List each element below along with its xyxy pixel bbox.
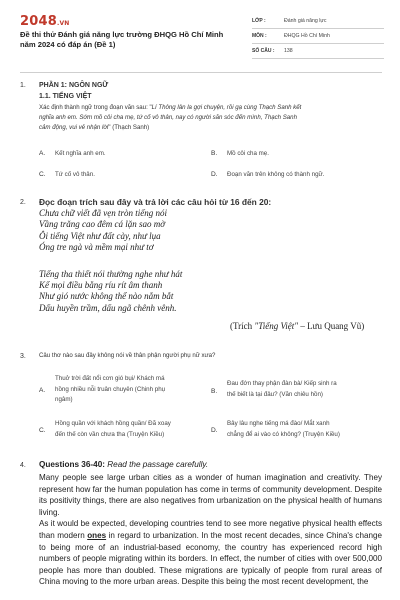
- question-number: 2.: [20, 199, 26, 206]
- header-divider: [20, 72, 382, 73]
- document-header: [0, 0, 400, 66]
- poem-line: Dấu huyền trầm, dấu ngã chênh vênh.: [39, 302, 177, 313]
- poem-line: Như gió nước không thể nào nắm bắt: [39, 291, 174, 302]
- passage-heading: Questions 36-40: Read the passage carefully.: [39, 460, 209, 469]
- poem-source: (Trích "Tiếng Việt" – Lưu Quang Vũ): [230, 321, 365, 331]
- option-b[interactable]: Đau đớn thay phận đàn bà/ Kiếp sinh ra thế biết là tại đâu? (Văn chiêu hồn): [227, 380, 337, 398]
- passage-heading: Đọc đoạn trích sau đây và trả lời các câu hỏi từ 16 đến 20:: [39, 197, 272, 207]
- poem-line: Óng tre ngà và mềm mại như tơ: [39, 242, 154, 253]
- option-a[interactable]: Kết nghĩa anh em.: [55, 150, 106, 157]
- option-c[interactable]: Tứ cố vô thân.: [55, 171, 95, 178]
- option-letter: C.: [39, 427, 46, 434]
- option-letter: A.: [39, 150, 46, 157]
- section-heading: 1.1. TIẾNG VIỆT: [39, 93, 92, 100]
- passage-paragraph: As it would be expected, developing countries tend to see more negative physical health effects than modern ones in regard to urbanization. In the most recent decades, since China's change to being more of an industrial-based economy, the country has experienced record high numbers of people migrating within its borders. In effect, the number of cities with over 500,000 people has more than doubled. These migrations are typically of people from rural areas of China moving to the more urban areas. Despite this being the most recent development, the: [39, 519, 382, 587]
- meta-row-class: LỚP : Đánh giá năng lực: [252, 14, 384, 29]
- option-letter: B.: [211, 150, 218, 157]
- poem-line: Kể mọi điều bằng ríu rít âm thanh: [39, 280, 163, 291]
- passage-paragraph: Many people see large urban cities as a wonder of human imagination and creativity. They represent how far the human population has come in terms of community development. Despite its positivity things, there are also negatives from urbanization on the physical health of humans living.: [39, 473, 382, 517]
- meta-row-count: SỐ CÂU : 138: [252, 44, 384, 59]
- question-number: 4.: [20, 462, 26, 469]
- option-b[interactable]: Mồ côi cha mẹ.: [227, 150, 269, 157]
- option-d[interactable]: Đoạn văn trên không có thành ngữ.: [227, 171, 325, 178]
- option-c[interactable]: Hồng quần với khách hồng quần/ Đã xoay đến thế còn vần chưa tha (Truyện Kiều): [55, 420, 171, 438]
- option-letter: C.: [39, 171, 46, 178]
- poem-line: Ôi tiếng Việt như đất cày, như lụa: [39, 230, 161, 241]
- option-a[interactable]: Thuở trời đất nổi cơn gió bụi/ Khách má hồng nhiều nỗi truân chuyên (Chinh phụ ngâm): [55, 375, 166, 403]
- poem-line: [39, 254, 182, 269]
- poem-excerpt: [39, 208, 182, 314]
- option-d[interactable]: Bây lâu nghe tiếng má đào/ Mắt xanh chẳng để ai vào có không? (Truyện Kiều): [227, 420, 340, 438]
- poem-line: Chưa chữ viết đã vẹn tròn tiếng nói: [39, 208, 168, 218]
- question-number: 3.: [20, 353, 26, 360]
- underlined-word: ones: [87, 530, 107, 540]
- site-logo[interactable]: 2048.VN: [20, 14, 70, 29]
- meta-table: [252, 14, 384, 59]
- meta-row-subject: MÔN : ĐHQG Hồ Chí Minh: [252, 29, 384, 44]
- document-title: Đề thi thử Đánh giá năng lực trường ĐHQG Hồ Chí Minh năm 2024 có đáp án (Đề 1): [20, 30, 224, 49]
- poem-line: Vầng trăng cao đêm cá lặn sao mờ: [39, 219, 166, 230]
- reading-passage: [39, 472, 382, 588]
- question-number: 1.: [20, 82, 26, 89]
- poem-line: Tiếng tha thiết nói thường nghe như hát: [39, 268, 183, 279]
- option-letter: A.: [39, 387, 46, 394]
- part-heading: PHẦN 1: NGÔN NGỮ: [39, 82, 109, 89]
- option-letter: D.: [211, 171, 218, 178]
- option-letter: D.: [211, 427, 218, 434]
- question-stem: Câu thơ nào sau đây không nói về thân phận người phụ nữ xưa?: [39, 352, 216, 359]
- question-stem: Xác định thành ngữ trong đoạn văn sau: "Lí Thông lân la gợi chuyện, rồi gạ cùng Thạch Sanh kết nghĩa anh em. Sớm mồ côi cha mẹ, tứ cố vô thân, nay có người săn sóc đến mình, Thạch Sanh cảm động, vui vẻ nhận lời" (Thạch Sanh): [39, 104, 302, 131]
- option-letter: B.: [211, 388, 218, 395]
